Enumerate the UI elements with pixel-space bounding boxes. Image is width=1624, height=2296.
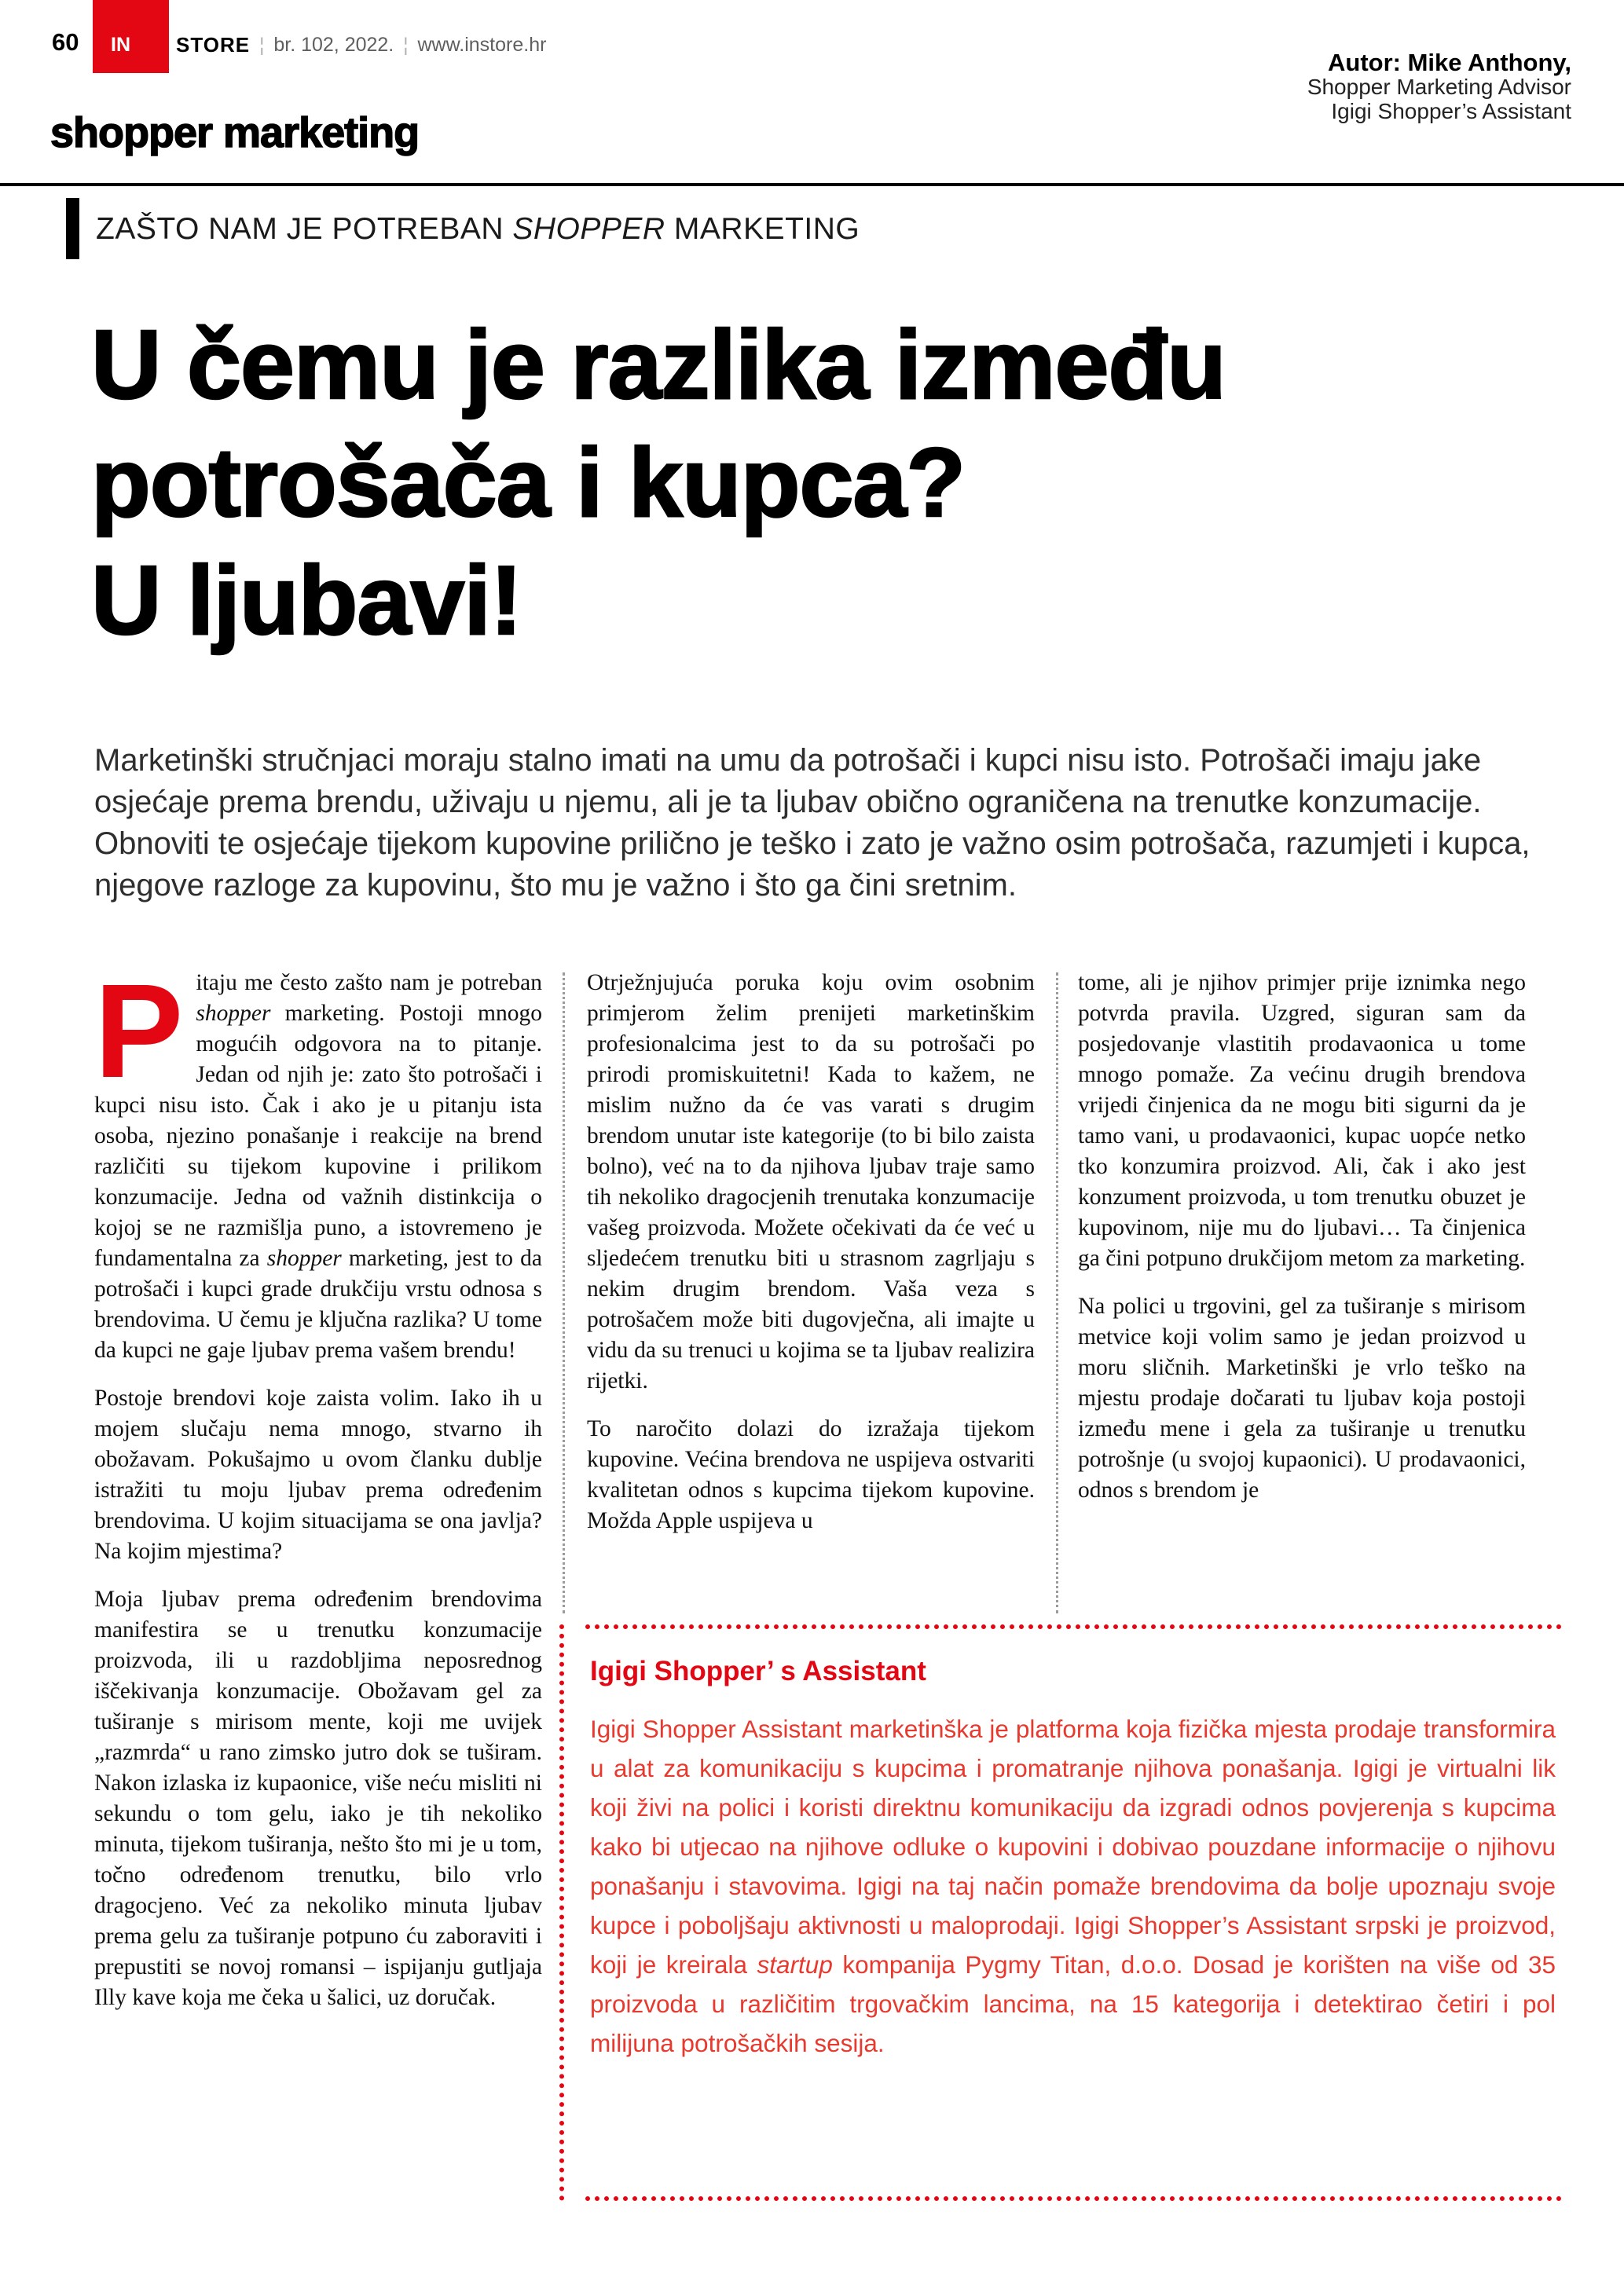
issue-label: br. 102, 2022. (273, 34, 394, 56)
section-title: shopper marketing (50, 109, 420, 156)
igigi-heading: Igigi Shopper’ s Assistant (590, 1656, 926, 1686)
paragraph: Postoje brendovi koje zaista volim. Iako ih u mojem slučaju nema mnogo, stvarno ih obožavam. Pokušajmo u ovom članku dublje istražiti tu moju ljubav prema određenim brendovima. U kojim situacijama se ona javlja? Na kojim mjestima? (94, 1386, 542, 1564)
headline-line3: U ljubavi! (91, 547, 522, 655)
author-role: Shopper Marketing Advisor (1307, 75, 1571, 99)
headline-line2: potrošača i kupca? (91, 429, 966, 537)
author-name: Autor: Mike Anthony, (1328, 49, 1571, 76)
separator-bar-icon: ¦ (259, 34, 265, 56)
column-separator (1056, 972, 1058, 1613)
body-column-2 (587, 968, 1035, 1536)
kicker-text: ZAŠTO NAM JE POTREBAN SHOPPER MARKETING (96, 212, 860, 246)
author-block (1307, 50, 1571, 123)
instore-logo-in: IN (111, 34, 130, 56)
lead-paragraph: Marketinški stručnjaci moraju stalno imati na umu da potrošači i kupci nisu isto. Potrošači imaju jake osjećaje prema brendu, uživaju u njemu, ali je ta ljubav obično ograničena na trenutke konzumacije. Obnoviti te osjećaje tijekom kupovine prilično je teško i zato je važno osim potrošača, razumjeti i kupca, njegove razloge za kupovinu, što mu je važno i što ga čini sretnim. (94, 743, 1531, 903)
kicker-bar (66, 198, 79, 259)
paragraph: To naročito dolazi do izražaja tijekom kupovine. Većina brendova ne uspijeva ostvariti kvalitetan odnos s kupcima tijekom kupovine. Možda Apple uspijeva u (587, 1416, 1035, 1533)
paragraph: Na polici u trgovini, gel za tuširanje s mirisom metvice koji volim samo je jedan proizvod u moru sličnih. Marketinški je vrlo teško na mjestu prodaje dočarati tu ljubav koja postoji između mene i gela za tuširanje u trenutku potrošnje (u svojoj kupaonici). U prodavaonici, odnos s brendom je (1078, 1294, 1526, 1503)
drop-cap: P (94, 957, 184, 1106)
masthead-line (111, 33, 546, 57)
paragraph-text: itaju me često zašto nam je potreban shopper marketing. Postoji mnogo mogućih odgovora na to pitanje. Jedan od njih je: zato što potrošači i kupci nisu isto. Čak i ako je u pitanju ista osoba, njezino ponašanje i reakcije na brend različiti su tijekom kupovine i prilikom konzumacije. Jedna od važnih distinkcija o kojoj se ne razmišlja puno, a istovremeno je fundamentalna za shopper marketing, jest to da potrošači i kupci grade drukčiju vrstu odnosa s brendovima. U čemu je ključna razlika? U tome da kupci ne gaje ljubav prema vašem brendu! (94, 970, 542, 1363)
headline (91, 306, 1226, 660)
instore-logo-store: STORE (176, 33, 251, 57)
igigi-left-border (559, 1624, 564, 2201)
headline-line1: U čemu je razlika između (91, 311, 1226, 419)
author-organization: Igigi Shopper’s Assistant (1331, 99, 1571, 123)
igigi-box (585, 1624, 1562, 2201)
separator-bar-icon: ¦ (403, 34, 409, 56)
column-separator (563, 972, 565, 1613)
paragraph: tome, ali je njihov primjer prije iznimka nego potvrda pravila. Uzgred, siguran sam da posjedovanje vlastitih prodavaonica u tome mnogo pomaže. Za većinu drugih brendova vrijedi činjenica da ne mogu biti sigurni da je tamo vani, u prodavaonici, kupac uopće netko tko konzumira proizvod. Ali, čak i ako jest konzument proizvoda, u tom trenutku obuzet je kupovinom, nije mu do ljubavi… Ta činjenica ga čini potpuno drukčijom metom za marketing. (1078, 970, 1526, 1271)
body-column-1 (94, 957, 542, 2013)
paragraph (94, 957, 542, 1366)
body-column-3 (1078, 968, 1526, 1506)
paragraph: Moja ljubav prema određenim brendovima manifestira se u trenutku konzumacije proizvoda, ili u razdobljima neposrednog iščekivanja konzumacije. Obožavam gel za tuširanje s mirisom mente, koji me uvijek „razmrda“ u rano zimsko jutro dok se tuširam. Nakon izlaska iz kupaonice, više neću misliti ni sekundu o tom gelu, iako je tih nekoliko minuta, tijekom tuširanja, nešto što mi je u tom, točno određenom trenutku, bilo vrlo dragocjeno. Već za nekoliko minuta ljubav prema gelu za tuširanje potpuno ću zaboraviti i prepustiti se novoj romansi – ispijanju gutljaja Illy kave koja me čeka u šalici, uz doručak. (94, 1587, 542, 2010)
paragraph: Otrježnjujuća poruka koju ovim osobnim primjerom želim prenijeti marketinškim profesionalcima jest to da su potrošači po prirodi promiskuitetni! Kada to kažem, ne mislim nužno da će vas varati s drugim brendom unutar iste kategorije (to bi bilo zaista bolno), već na to da njihova ljubav traje samo tih nekoliko dragocjenih trenutaka konzumacije vašeg proizvoda. Možete očekivati da će već u sljedećem trenutku biti u strasnom zagrljaju s nekim drugim brendom. Vaša veza s potrošačem može biti dugovječna, ali imajte u vidu da su trenuci u kojima se ta ljubav realizira rijetki. (587, 970, 1035, 1393)
website-url: www.instore.hr (417, 34, 547, 56)
igigi-text: Igigi Shopper Assistant marketinška je platforma koja fizička mjesta prodaje transformira u alat za komunikaciju s kupcima i promatranje njihova ponašanja. Igigi je virtualni lik koji živi na polici i koristi direktnu komunikaciju da izgradi odnos povjerenja s kupcima kako bi utjecao na njihove odluke o kupovini i dobivao pouzdane informacije o njihovu ponašanju i stavovima. Igigi na taj način pomaže brendovima da bolje upoznaju svoje kupce i poboljšaju aktivnosti u maloprodaji. Igigi Shopper’s Assistant srpski je proizvod, koji je kreirala startup kompanija Pygmy Titan, d.o.o. Dosad je korišten na više od 35 proizvoda u različitim trgovačkim lancima, na 15 kategorija i detektirao četiri i pol milijuna potrošačkih sesija. (590, 1715, 1556, 2057)
page-number: 60 (52, 28, 79, 56)
header-rule (0, 183, 1624, 186)
